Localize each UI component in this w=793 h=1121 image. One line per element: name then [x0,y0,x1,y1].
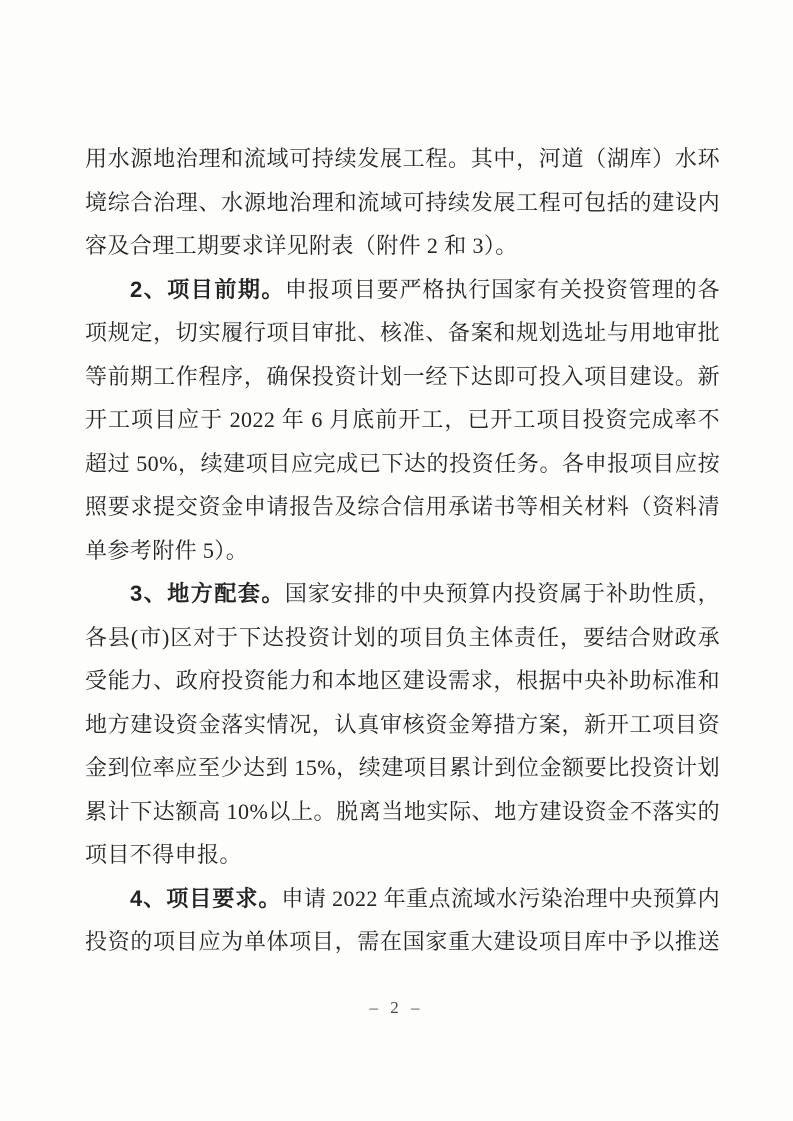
text-line: 超过 50%，续建项目应完成已下达的投资任务。各申报项目应按 [85,450,720,476]
text-line: 投资的项目应为单体项目，需在国家重大建设项目库中予以推送 [85,929,720,954]
page-number: – 2 – [369,998,424,1017]
paragraph-continuation [85,137,720,268]
text-line: 照要求提交资金申请报告及综合信用承诺书等相关材料（资料清 [85,494,720,519]
section-heading: 3、地方配套。 [130,581,285,606]
text-line: 容及合理工期要求详见附表（附件 2 和 3）。 [85,233,518,258]
paragraph-project-requirements [85,877,720,964]
text-line: 金到位率应至少达到 15%，续建项目累计到位金额要比投资计划 [85,755,720,780]
text-line: 项规定，切实履行项目审批、核准、备案和规划选址与用地审批 [85,320,720,345]
text-line: 累计下达额高 10%以上。脱离当地实际、地方建设资金不落实的 [85,798,720,824]
text-line: 项目不得申报。 [85,842,242,867]
text-line: 开工项目应于 2022 年 6 月底前开工，已开工项目投资完成率不 [85,407,720,432]
text-line [85,877,720,921]
paragraph-project-preliminary [85,268,720,573]
document-body [85,137,720,964]
section-heading: 2、项目前期。 [130,276,285,302]
text-line: 地方建设资金落实情况，认真审核资金筹措方案，新开工项目资 [85,711,720,737]
text-line: 等前期工作程序，确保投资计划一经下达即可投入项目建设。新 [85,363,720,389]
text-line: 单参考附件 5）。 [85,537,249,563]
body-text: 申报项目要严格执行国家有关投资管理的各 [284,276,720,302]
text-line: 各县(市)区对于下达投资计划的项目负主体责任，要结合财政承 [85,624,720,650]
text-line: 受能力、政府投资能力和本地区建设需求，根据中央补助标准和 [85,668,720,693]
text-line: 境综合治理、水源地治理和流域可持续发展工程可包括的建设内 [85,189,720,215]
text-line [85,268,720,312]
body-text: 国家安排的中央预算内投资属于补助性质， [284,581,720,606]
paragraph-local-matching-funds [85,572,720,877]
text-line [85,572,720,616]
text-line: 用水源地治理和流域可持续发展工程。其中，河道（湖库）水环 [85,146,720,171]
body-text: 申请 2022 年重点流域水污染治理中央预算内 [281,885,720,911]
section-heading: 4、项目要求。 [130,885,282,911]
